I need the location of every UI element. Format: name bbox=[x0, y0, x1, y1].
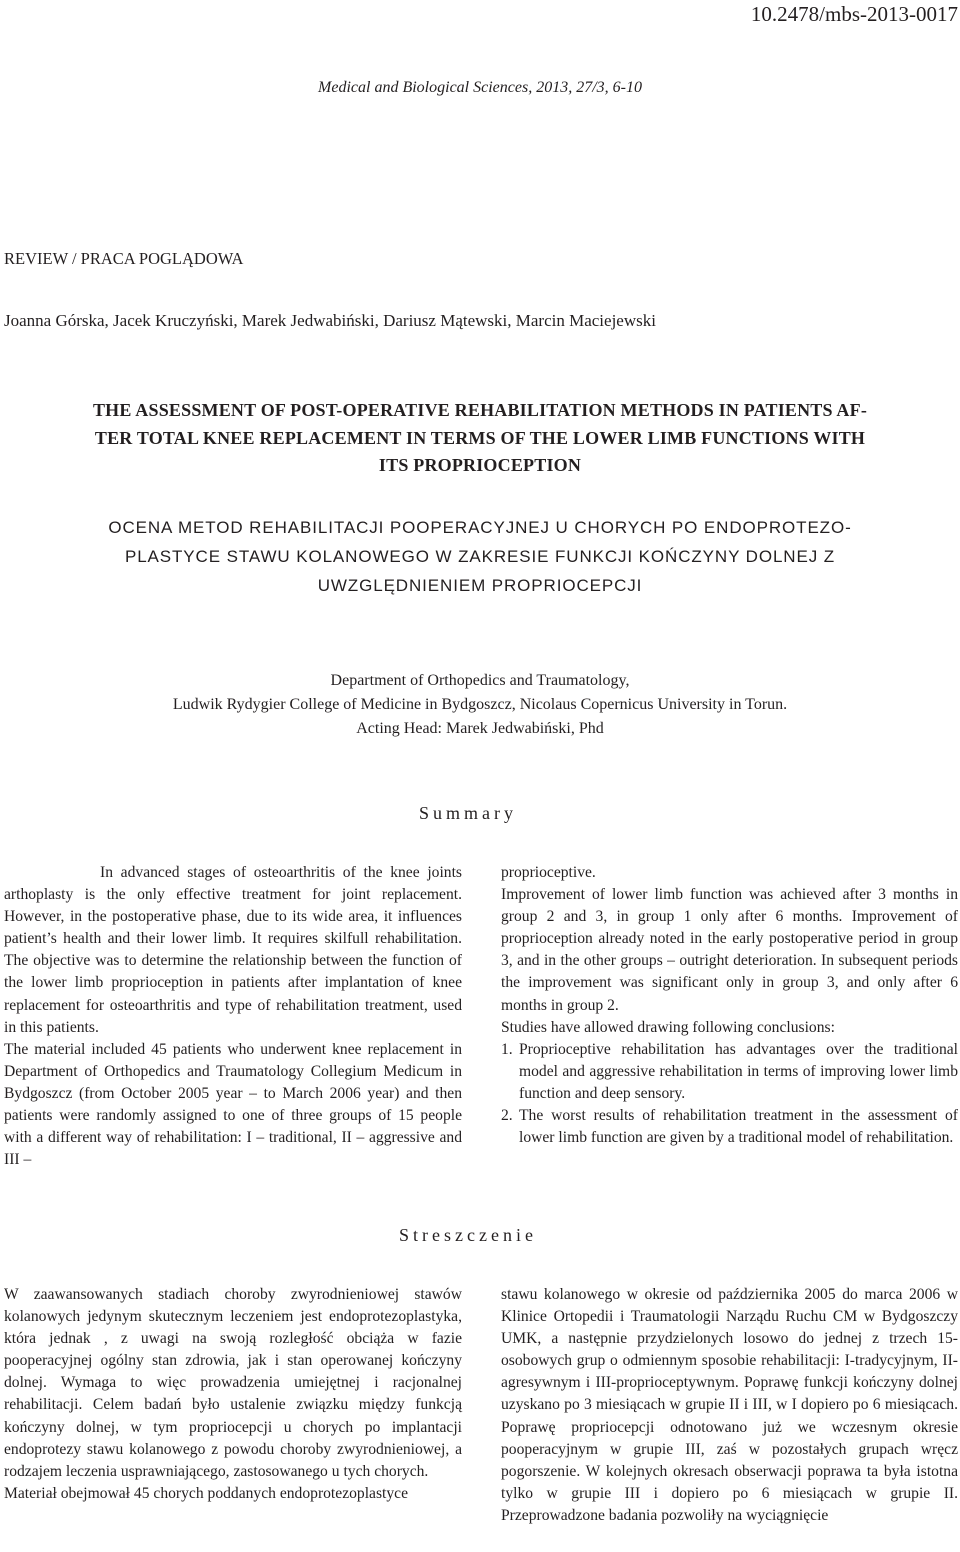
streszczenie-paragraph: W zaawansowanych stadiach choroby zwyrodnieniowej stawów kolanowych jedynym skutecznym leczeniem jest endoprotezoplastyka, która jednak , z uwagi na swoją rozległość obciąża w fazie pooperacyjnej ogólny stan zdrowia, jak i stan operowanej kończyny dolnej. Wymaga to więc prowadzenia umiejętnej i racjonalnej rehabilitacji. Celem badań było ustalenie związku między funkcją kończyny dolnej, w tym propriocepcji u chorych po implantacji endoprotezy stawu kolanowego z powodu choroby zwyrodnieniowej, a rodzajem leczenia usprawniającego, zastosowanego u tych chorych. bbox=[4, 1286, 462, 1480]
affiliation-line: Ludwik Rydygier College of Medicine in Bydgoszcz, Nicolaus Copernicus University in Torun. bbox=[172, 696, 788, 713]
title-english-line: ITS PROPRIOCEPTION bbox=[378, 455, 582, 475]
title-polish bbox=[0, 513, 960, 600]
summary-left-column bbox=[4, 862, 462, 1171]
streszczenie-paragraph: Materiał obejmował 45 chorych poddanych endoprotezoplastyce bbox=[4, 1484, 408, 1502]
streszczenie-right-column bbox=[501, 1284, 958, 1527]
conclusion-item bbox=[501, 1105, 958, 1149]
conclusion-number: 1. bbox=[501, 1040, 513, 1058]
conclusion-item bbox=[501, 1039, 958, 1105]
summary-paragraph: In advanced stages of osteoarthritis of the knee joints arthoplasty is the only effective treatment for joint replacement. However, in the postoperative phase, due to its wide area, it influences patient’s health and their lower limb. It requires skilfull rehabilitation. The objective was to determine the relationship between the function of the lower limb proprioception in patients after implantation of knee replacement for osteoarthritis and type of rehabilitation treatment, used in this patients. bbox=[4, 864, 462, 1036]
journal-citation: Medical and Biological Sciences, 2013, 27/3, 6-10 bbox=[318, 79, 642, 96]
streszczenie-paragraph: stawu kolanowego w okresie od października 2005 do marca 2006 w Klinice Ortopedii i Traumatologii Narządu Ruchu CM w Bydgoszczy UMK, a następnie przydzielonych losowo do jednej z trzech 15-osobowych grup o odmiennym sposobie rehabilitacji: I-tradycyjnym, II-agresywnym i III-proprioceptywnym. Poprawę funkcji kończyny dolnej uzyskano po 3 miesiącach w grupie II i III, w I dopiero po 6 miesiącach. Poprawę propriocepcji odnotowano już we wczesnym okresie pooperacyjnym w grupie III, zaś w pozostałych grupach wręcz pogorszenie. W kolejnych okresach obserwacji poprawa ta była istotna tylko w grupie III i dopiero po 6 miesiącach w grupie II. Przeprowadzone badania pozwoliły na wyciągnięcie bbox=[501, 1286, 958, 1524]
summary-heading: Summary bbox=[419, 803, 517, 823]
summary-right-column bbox=[501, 862, 958, 1149]
affiliation bbox=[0, 669, 960, 741]
title-english bbox=[0, 397, 960, 480]
streszczenie-heading: Streszczenie bbox=[399, 1225, 537, 1245]
affiliation-line: Department of Orthopedics and Traumatology, bbox=[330, 672, 630, 689]
section-label: REVIEW / PRACA POGLĄDOWA bbox=[4, 249, 244, 268]
authors: Joanna Górska, Jacek Kruczyński, Marek Jedwabiński, Dariusz Mątewski, Marcin Maciejewski bbox=[4, 311, 656, 330]
title-polish-line: PLASTYCE STAWU KOLANOWEGO W ZAKRESIE FUNKCJI KOŃCZYNY DOLNEJ Z bbox=[124, 547, 836, 566]
summary-paragraph: Improvement of lower limb function was achieved after 3 months in group 2 and 3, in group 1 only after 6 months. Improvement of proprioception already noted in the early postoperative period in group 3, and in the other groups – outright deterioration. In subsequent periods the improvement was significant only in group 3, and only after 6 months in group 2. bbox=[501, 886, 958, 1014]
title-english-line: THE ASSESSMENT OF POST-OPERATIVE REHABILITATION METHODS IN PATIENTS AF- bbox=[92, 400, 868, 420]
summary-paragraph: The material included 45 patients who underwent knee replacement in Department of Orthopedics and Traumatology Collegium Medicum in Bydgoszcz (from October 2005 year – to March 2006 year) and then patients were randomly assigned to one of three groups of 15 people with a different way of rehabilitation: I – traditional, II – aggressive and III – bbox=[4, 1040, 462, 1169]
summary-paragraph: Studies have allowed drawing following conclusions: bbox=[501, 1018, 835, 1036]
title-english-line: TER TOTAL KNEE REPLACEMENT IN TERMS OF THE LOWER LIMB FUNCTIONS WITH bbox=[94, 427, 866, 448]
summary-paragraph: proprioceptive. bbox=[501, 864, 596, 881]
affiliation-line: Acting Head: Marek Jedwabiński, Phd bbox=[356, 720, 604, 737]
streszczenie-left-column bbox=[4, 1284, 462, 1505]
title-polish-line: UWZGLĘDNIENIEM PROPRIOCEPCJI bbox=[317, 576, 643, 595]
conclusion-text: Proprioceptive rehabilitation has advantages over the traditional model and aggressive rehabilitation in terms of improving lower limb function and deep sensory. bbox=[519, 1040, 958, 1102]
title-polish-line: OCENA METOD REHABILITACJI POOPERACYJNEJ U CHORYCH PO ENDOPROTEZO- bbox=[108, 518, 852, 537]
conclusion-text: The worst results of rehabilitation treatment in the assessment of lower limb function are given by a traditional model of rehabilitation. bbox=[519, 1107, 958, 1147]
conclusions-list bbox=[501, 1039, 958, 1149]
conclusion-number: 2. bbox=[501, 1107, 513, 1125]
doi: 10.2478/mbs-2013-0017 bbox=[750, 2, 958, 26]
